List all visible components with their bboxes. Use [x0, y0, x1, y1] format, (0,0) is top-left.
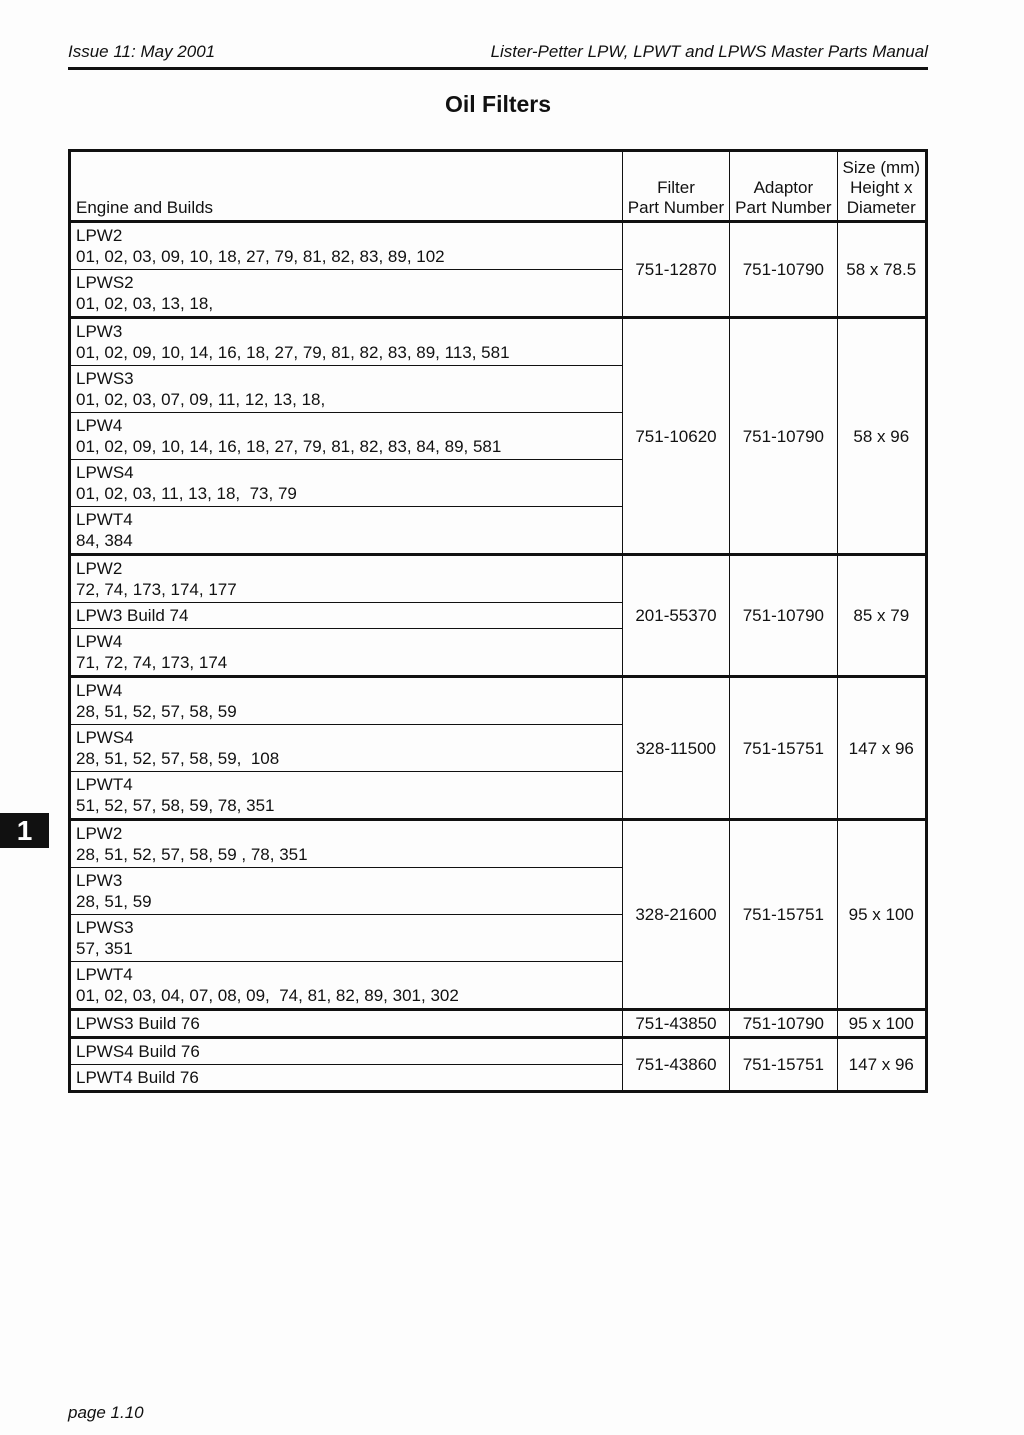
header-adaptor-part-number: [730, 151, 837, 222]
engine-model: LPWS2: [76, 273, 134, 292]
adaptor-part-number-cell: 751-15751: [730, 1038, 837, 1092]
section-tab: 1: [0, 813, 49, 848]
engine-build-numbers: 01, 02, 03, 04, 07, 08, 09, 74, 81, 82, 89, 301, 302: [76, 986, 459, 1005]
header-size-line: Size (mm): [842, 158, 920, 177]
engine-builds-cell: [70, 270, 623, 318]
engine-builds-cell: [70, 555, 623, 603]
size-cell: 58 x 78.5: [837, 222, 926, 318]
header-filter-part-number: [622, 151, 729, 222]
filter-part-number-cell: 751-10620: [622, 318, 729, 555]
size-cell: 147 x 96: [837, 677, 926, 820]
engine-model: LPWS4: [76, 463, 134, 482]
engine-builds-cell: [70, 677, 623, 725]
header-engine-builds: Engine and Builds: [70, 151, 623, 222]
engine-build-numbers: 71, 72, 74, 173, 174: [76, 653, 228, 672]
engine-model: LPWS4: [76, 728, 134, 747]
engine-model: LPWS3: [76, 918, 134, 937]
adaptor-part-number-cell: 751-10790: [730, 222, 837, 318]
engine-model: LPWT4: [76, 965, 133, 984]
engine-model: LPW2: [76, 824, 123, 843]
table-row: [70, 820, 927, 868]
header-size-line: Diameter: [846, 198, 916, 217]
size-cell: 95 x 100: [837, 820, 926, 1010]
header-rule: [68, 67, 928, 70]
engine-model: LPW2: [76, 226, 123, 245]
adaptor-part-number-cell: 751-15751: [730, 820, 837, 1010]
header-filter-line: Filter: [657, 178, 695, 197]
engine-builds-cell: [70, 1010, 623, 1038]
header-manual-title: Lister-Petter LPW, LPWT and LPWS Master Parts Manual: [490, 42, 928, 61]
header-filter-line: Part Number: [627, 198, 725, 217]
table-row: [70, 1010, 927, 1038]
engine-build-numbers: 57, 351: [76, 939, 133, 958]
table-header-row: [70, 151, 927, 222]
engine-model: LPW3: [76, 322, 123, 341]
engine-model: LPWS3: [76, 369, 134, 388]
filter-part-number-cell: 328-21600: [622, 820, 729, 1010]
engine-builds-cell: [70, 222, 623, 270]
engine-model: LPWT4 Build 76: [76, 1068, 199, 1087]
engine-builds-cell: [70, 507, 623, 555]
engine-model: LPWT4: [76, 775, 133, 794]
header-adaptor-line: Adaptor: [753, 178, 814, 197]
engine-model: LPWS3 Build 76: [76, 1014, 200, 1033]
adaptor-part-number-cell: 751-15751: [730, 677, 837, 820]
filter-part-number-cell: 751-12870: [622, 222, 729, 318]
engine-model: LPW4: [76, 632, 123, 651]
header-size: [837, 151, 926, 222]
size-cell: 58 x 96: [837, 318, 926, 555]
table-row: [70, 222, 927, 270]
engine-build-numbers: 28, 51, 52, 57, 58, 59, 108: [76, 749, 280, 768]
engine-build-numbers: 28, 51, 52, 57, 58, 59 , 78, 351: [76, 845, 308, 864]
engine-build-numbers: 84, 384: [76, 531, 133, 550]
table-row: [70, 318, 927, 366]
adaptor-part-number-cell: 751-10790: [730, 555, 837, 677]
engine-build-numbers: 01, 02, 03, 07, 09, 11, 12, 13, 18,: [76, 390, 326, 409]
table-row: [70, 1038, 927, 1065]
header-size-line: Height x: [850, 178, 913, 197]
engine-build-numbers: 28, 51, 59: [76, 892, 152, 911]
filter-part-number-cell: 751-43850: [622, 1010, 729, 1038]
engine-builds-cell: [70, 772, 623, 820]
oil-filters-table: [68, 149, 928, 1093]
engine-builds-cell: [70, 366, 623, 413]
engine-build-numbers: 01, 02, 03, 11, 13, 18, 73, 79: [76, 484, 297, 503]
engine-build-numbers: 51, 52, 57, 58, 59, 78, 351: [76, 796, 275, 815]
engine-builds-cell: [70, 725, 623, 772]
engine-build-numbers: 72, 74, 173, 174, 177: [76, 580, 237, 599]
filter-part-number-cell: 328-11500: [622, 677, 729, 820]
engine-build-numbers: 01, 02, 09, 10, 14, 16, 18, 27, 79, 81, 82, 83, 84, 89, 581: [76, 437, 502, 456]
engine-builds-cell: [70, 318, 623, 366]
engine-builds-cell: [70, 868, 623, 915]
filter-part-number-cell: 201-55370: [622, 555, 729, 677]
engine-model: LPWT4: [76, 510, 133, 529]
engine-model: LPW2: [76, 559, 123, 578]
header-issue: Issue 11: May 2001: [68, 42, 216, 61]
adaptor-part-number-cell: 751-10790: [730, 1010, 837, 1038]
engine-build-numbers: 28, 51, 52, 57, 58, 59: [76, 702, 237, 721]
engine-builds-cell: [70, 915, 623, 962]
engine-build-numbers: 01, 02, 03, 09, 10, 18, 27, 79, 81, 82, 83, 89, 102: [76, 247, 445, 266]
engine-model: LPW3 Build 74: [76, 606, 189, 625]
engine-builds-cell: [70, 1065, 623, 1092]
size-cell: 85 x 79: [837, 555, 926, 677]
page-title: Oil Filters: [444, 91, 552, 117]
table-body: [70, 222, 927, 1092]
size-cell: 95 x 100: [837, 1010, 926, 1038]
header-adaptor-line: Part Number: [735, 198, 832, 217]
engine-builds-cell: [70, 1038, 623, 1065]
engine-builds-cell: [70, 413, 623, 460]
engine-model: LPW4: [76, 681, 123, 700]
engine-model: LPWS4 Build 76: [76, 1042, 200, 1061]
adaptor-part-number-cell: 751-10790: [730, 318, 837, 555]
filter-part-number-cell: 751-43860: [622, 1038, 729, 1092]
engine-builds-cell: [70, 460, 623, 507]
engine-build-numbers: 01, 02, 03, 13, 18,: [76, 294, 214, 313]
engine-build-numbers: 01, 02, 09, 10, 14, 16, 18, 27, 79, 81, 82, 83, 89, 113, 581: [76, 343, 510, 362]
table-row: [70, 677, 927, 725]
page-number: page 1.10: [68, 1403, 144, 1422]
table-row: [70, 555, 927, 603]
engine-model: LPW3: [76, 871, 123, 890]
engine-model: LPW4: [76, 416, 123, 435]
size-cell: 147 x 96: [837, 1038, 926, 1092]
engine-builds-cell: [70, 629, 623, 677]
engine-builds-cell: [70, 962, 623, 1010]
engine-builds-cell: [70, 603, 623, 629]
engine-builds-cell: [70, 820, 623, 868]
